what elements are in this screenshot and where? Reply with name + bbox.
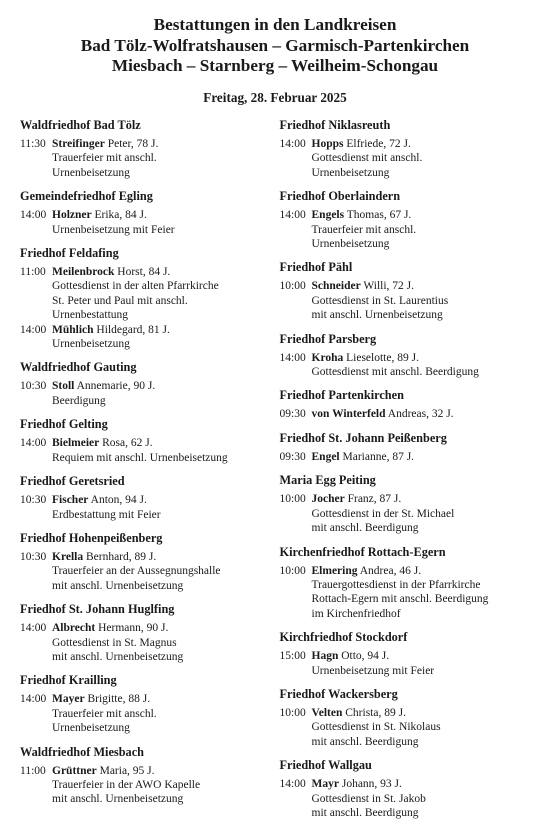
burial-time: 14:00 [20,209,47,222]
burial-time: 14:00 [20,622,47,635]
burial-time: 10:00 [279,706,306,719]
burial-entry [20,764,279,807]
burial-time: 11:00 [20,764,46,777]
cemetery-block [280,118,539,180]
burial-time: 10:00 [279,280,306,293]
burial-entry [20,493,279,522]
cemetery-block [20,531,279,593]
service-detail: Trauerfeier mit anschl. [52,707,157,720]
surname: Holzner [52,209,92,222]
given-name-age: Otto, 94 J. [341,650,390,663]
burial-time: 11:30 [20,138,46,150]
burial-entry [280,407,539,421]
burial-time: 09:30 [279,450,306,463]
given-name-age: Annemarie, 90 J. [76,380,156,393]
date-line: Freitag, 28. Februar 2025 [203,89,347,105]
cemetery-block [20,474,279,522]
burial-details [312,492,539,535]
service-detail: Urnenbeisetzung mit Feier [311,664,435,677]
service-detail: Urnenbeisetzung [311,166,390,179]
service-detail: Trauergottesdienst in der Pfarrkirche [311,578,481,591]
given-name-age: Peter, 78 J. [107,138,159,150]
burial-details [312,777,539,820]
burial-details [312,137,539,180]
given-name-age: Hildegard, 81 J. [96,323,170,336]
burial-time: 14:00 [279,138,306,150]
surname: Engel [311,450,340,463]
service-detail: Gottesdienst in St. Laurentius [311,294,449,307]
surname: Hagn [311,650,339,663]
burial-entry [280,450,539,464]
listing-columns [20,118,538,829]
burial-details [312,649,539,678]
surname: Jocher [311,493,345,506]
burial-details [312,407,539,421]
given-name-age: Christa, 89 J. [345,706,406,719]
given-name-age: Elfriede, 72 J. [346,138,411,150]
service-detail: Urnenbeisetzung [52,722,130,735]
cemetery-name: Friedhof St. Johann Huglfing [20,602,175,617]
cemetery-name: Friedhof Wackersberg [279,686,398,701]
cemetery-block [20,673,279,735]
cemetery-block [280,630,539,678]
person-line [52,265,279,279]
surname: Bielmeier [52,437,100,450]
burial-details [312,279,539,322]
cemetery-name: Friedhof Pähl [279,260,353,275]
burial-details [312,564,539,622]
service-detail: mit anschl. Beerdigung [311,522,419,535]
cemetery-name: Waldfriedhof Miesbach [20,744,144,759]
burial-details [52,208,279,237]
cemetery-name: Friedhof Partenkirchen [279,388,404,403]
burial-entry [280,279,539,322]
person-line [312,706,539,720]
cemetery-block [280,260,539,322]
service-detail: Urnenbeisetzung [311,238,390,251]
cemetery-name: Friedhof Parsberg [279,331,377,346]
cemetery-block [280,758,539,820]
given-name-age: Willi, 72 J. [363,280,415,293]
burial-time: 14:00 [279,209,306,222]
burial-entry [20,692,279,735]
surname: Fischer [52,494,89,507]
person-line [52,550,279,564]
given-name-age: Andrea, 46 J. [359,564,422,577]
burial-time: 14:00 [279,351,306,364]
service-detail: im Kirchenfriedhof [311,607,401,620]
surname: Engels [311,209,345,222]
given-name-age: Johann, 93 J. [341,778,402,791]
page-header [0,0,550,106]
service-detail: Gottesdienst in St. Nikolaus [311,721,441,734]
given-name-age: Lieselotte, 89 J. [346,351,419,364]
cemetery-block [20,118,279,180]
surname: Albrecht [52,622,96,635]
cemetery-name: Friedhof Feldafing [20,246,119,261]
service-detail: Gottesdienst in St. Magnus [52,636,177,649]
surname: Hopps [311,138,344,150]
cemetery-name: Friedhof Krailling [20,673,117,688]
service-detail: Trauerfeier an der Aussegnungshalle [52,565,221,578]
burial-time: 14:00 [279,778,306,791]
person-line [52,621,279,635]
cemetery-block [20,602,279,664]
burial-entry [280,706,539,749]
person-line [52,379,279,393]
burial-time: 10:30 [20,494,47,507]
burial-entry [20,436,279,465]
cemetery-block [280,189,539,251]
person-line [312,407,539,421]
burial-details [52,493,279,522]
surname: Meilenbrock [52,266,115,279]
burial-details [52,323,279,352]
burial-entry [20,621,279,664]
cemetery-name: Gemeindefriedhof Egling [20,189,153,204]
cemetery-block [280,687,539,749]
listing-column-left [20,118,279,829]
burial-details [52,764,279,807]
person-line [312,492,539,506]
person-line [312,450,539,464]
service-detail: Gottesdienst in der St. Michael [311,507,455,520]
service-detail: Rottach-Egern mit anschl. Beerdigung [311,593,489,606]
service-detail: Requiem mit anschl. Urnenbeisetzung [52,451,228,464]
burial-entry [20,550,279,593]
cemetery-block [20,189,279,237]
given-name-age: Brigitte, 88 J. [87,693,151,706]
burial-details [52,379,279,408]
burial-details [52,692,279,735]
given-name-age: Marianne, 87 J. [342,450,415,463]
service-detail: mit anschl. Urnenbeisetzung [52,579,184,592]
burial-time: 14:00 [20,437,47,450]
cemetery-block [280,473,539,535]
service-detail: mit anschl. Beerdigung [311,735,419,748]
cemetery-block [280,388,539,421]
burial-time: 10:30 [20,380,47,393]
service-detail: Gottesdienst in St. Jakob [311,792,426,805]
given-name-age: Rosa, 62 J. [102,437,153,450]
cemetery-name: Friedhof Oberlaindern [279,189,401,204]
burial-time: 11:00 [20,266,46,279]
cemetery-block [20,360,279,408]
burial-entry [20,137,279,180]
surname: Mayer [52,693,85,706]
service-detail: mit anschl. Urnenbeisetzung [311,309,443,322]
given-name-age: Hermann, 90 J. [98,622,169,635]
listing-column-right [280,118,539,829]
person-line [52,208,279,222]
cemetery-name: Friedhof St. Johann Peißenberg [279,430,447,445]
cemetery-name: Kirchfriedhof Stockdorf [279,630,408,645]
person-line [312,564,539,578]
cemetery-name: Friedhof Gelting [20,417,108,432]
burial-time: 10:00 [279,493,306,506]
service-detail: Urnenbeisetzung mit Feier [52,223,175,236]
person-line [312,279,539,293]
burial-details [312,351,539,380]
cemetery-name: Maria Egg Peiting [279,473,376,488]
burial-details [52,137,279,180]
burial-entry [20,323,279,352]
person-line [312,208,539,222]
service-detail: Urnenbestattung [52,309,129,322]
burial-time: 14:00 [20,323,47,336]
person-line [52,764,279,778]
cemetery-name: Kirchenfriedhof Rottach-Egern [279,544,446,559]
title-line: Bestattungen in den Landkreisen [153,15,397,34]
burial-entry [20,265,279,323]
surname: Velten [311,706,343,719]
cemetery-block [20,745,279,807]
person-line [52,323,279,337]
burial-entry [280,208,539,251]
service-detail: mit anschl. Urnenbeisetzung [52,650,184,663]
burial-details [312,450,539,464]
given-name-age: Bernhard, 89 J. [85,550,157,563]
cemetery-block [20,417,279,465]
burial-time: 15:00 [279,650,306,663]
title-line: Miesbach – Starnberg – Weilheim-Schongau [111,56,439,75]
service-detail: Trauerfeier in der AWO Kapelle [52,778,201,791]
cemetery-block [280,431,539,464]
burial-time: 10:00 [279,564,306,577]
service-detail: mit anschl. Beerdigung [311,806,419,819]
burial-entry [280,351,539,380]
surname: Stoll [52,380,75,393]
service-detail: Urnenbeisetzung [52,166,130,179]
surname: Elmering [311,564,358,577]
service-detail: Gottesdienst in der alten Pfarrkirche [52,280,219,293]
surname: Mühlich [52,323,94,336]
burial-entry [280,137,539,180]
burial-details [52,436,279,465]
service-detail: Erdbestattung mit Feier [52,508,161,521]
given-name-age: Thomas, 67 J. [346,209,412,222]
person-line [312,351,539,365]
cemetery-block [280,332,539,380]
service-detail: mit anschl. Urnenbeisetzung [52,793,184,806]
burial-entry [280,564,539,622]
burial-time: 14:00 [20,693,47,706]
burial-entry [20,379,279,408]
service-detail: Gottesdienst mit anschl. [311,152,423,165]
cemetery-name: Friedhof Geretsried [20,474,125,489]
service-detail: Gottesdienst mit anschl. Beerdigung [311,366,479,379]
cemetery-name: Waldfriedhof Bad Tölz [20,118,141,132]
cemetery-name: Friedhof Niklasreuth [279,118,391,132]
person-line [52,436,279,450]
burial-entry [280,777,539,820]
burial-time: 10:30 [20,550,47,563]
burial-time: 09:30 [279,408,306,421]
given-name-age: Horst, 84 J. [117,266,171,279]
cemetery-block [280,545,539,622]
title-line: Bad Tölz-Wolfratshausen – Garmisch-Partenkirchen [80,35,470,55]
cemetery-name: Friedhof Wallgau [279,758,372,773]
given-name-age: Erika, 84 J. [94,209,147,222]
surname: Schneider [311,280,361,293]
surname: Krella [52,550,84,563]
person-line [52,137,279,151]
cemetery-name: Waldfriedhof Gauting [20,360,137,375]
service-detail: Urnenbeisetzung [52,338,130,351]
burial-details [52,265,279,323]
given-name-age: Andreas, 32 J. [387,408,454,421]
burial-entry [280,649,539,678]
burial-details [312,706,539,749]
burial-details [52,550,279,593]
service-detail: Trauerfeier mit anschl. [52,152,157,165]
service-detail: St. Peter und Paul mit anschl. [52,294,188,307]
given-name-age: Maria, 95 J. [99,764,155,777]
cemetery-name: Friedhof Hohenpeißenberg [20,530,163,545]
surname: Streifinger [52,138,105,150]
service-detail: Trauerfeier mit anschl. [311,223,417,236]
person-line [52,692,279,706]
person-line [312,649,539,663]
burial-details [52,621,279,664]
surname: Mayr [311,778,339,791]
surname: von Winterfeld [311,408,386,421]
burial-details [312,208,539,251]
given-name-age: Anton, 94 J. [90,494,147,507]
burial-entry [20,208,279,237]
cemetery-block [20,246,279,351]
person-line [52,493,279,507]
person-line [312,777,539,791]
surname: Kroha [311,351,344,364]
surname: Grüttner [52,764,97,777]
given-name-age: Franz, 87 J. [347,493,402,506]
service-detail: Beerdigung [52,394,106,407]
burial-entry [280,492,539,535]
person-line [312,137,539,151]
